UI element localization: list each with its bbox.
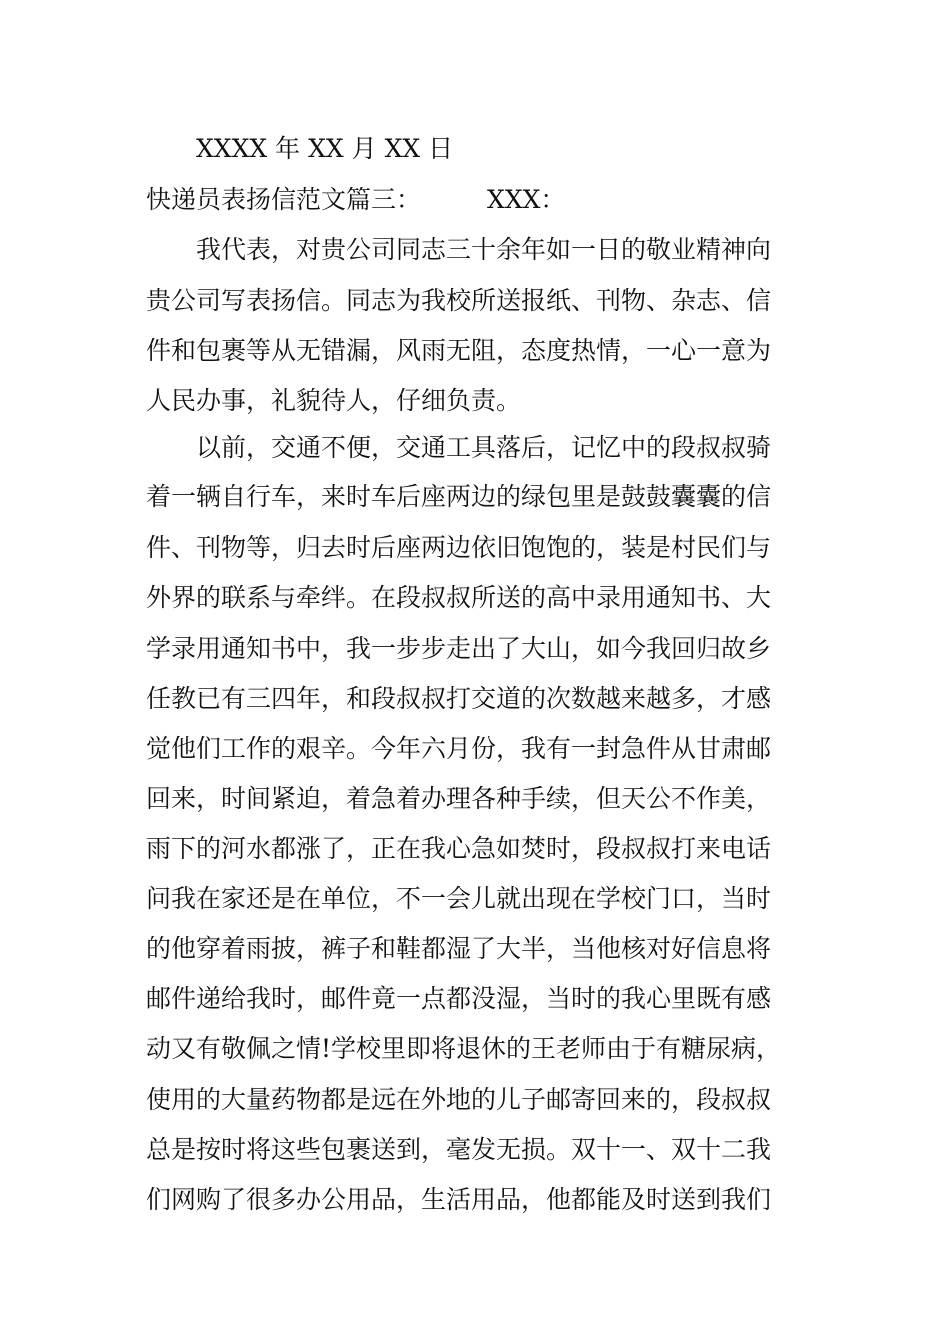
paragraph-2-line: 邮件递给我时，邮件竟一点都没湿，当时的我心里既有感 xyxy=(146,984,772,1013)
paragraph-2-line: 以前，交通不便，交通工具落后，记忆中的段叔叔骑 xyxy=(196,433,772,462)
paragraph-2-line: 觉他们工作的艰辛。今年六月份，我有一封急件从甘肃邮 xyxy=(146,734,772,763)
paragraph-2-line: 任教已有三四年，和段叔叔打交道的次数越来越多，才感 xyxy=(146,684,772,713)
paragraph-2-line: 们网购了很多办公用品，生活用品，他都能及时送到我们 xyxy=(146,1185,772,1214)
paragraph-2-line: 总是按时将这些包裹送到，毫发无损。双十一、双十二我 xyxy=(146,1135,772,1164)
paragraph-1-line: 人民办事，礼貌待人，仔细负责。 xyxy=(146,386,522,415)
paragraph-2-line: 外界的联系与牵绊。在段叔叔所送的高中录用通知书、大 xyxy=(146,583,772,612)
paragraph-2-line: 的他穿着雨披，裤子和鞋都湿了大半，当他核对好信息将 xyxy=(146,934,772,963)
paragraph-2-line: 学录用通知书中，我一步步走出了大山，如今我回归故乡 xyxy=(146,634,772,663)
paragraph-2-line: 件、刊物等，归去时后座两边依旧饱饱的，装是村民们与 xyxy=(146,533,772,562)
paragraph-2-line: 动又有敬佩之情!学校里即将退休的王老师由于有糖尿病， xyxy=(146,1034,782,1063)
paragraph-1-line: 我代表，对贵公司同志三十余年如一日的敬业精神向 xyxy=(196,235,772,264)
letter-heading xyxy=(146,185,565,215)
paragraph-2-line: 问我在家还是在单位，不一会儿就出现在学校门口，当时 xyxy=(146,884,772,913)
paragraph-2-line: 使用的大量药物都是远在外地的儿子邮寄回来的，段叔叔 xyxy=(146,1085,772,1114)
paragraph-2-line: 雨下的河水都涨了，正在我心急如焚时，段叔叔打来电话 xyxy=(146,834,772,863)
paragraph-1-line: 贵公司写表扬信。同志为我校所送报纸、刊物、杂志、信 xyxy=(146,286,772,315)
paragraph-2-line: 着一辆自行车，来时车后座两边的绿包里是鼓鼓囊囊的信 xyxy=(146,482,772,511)
paragraph-2-line: 回来，时间紧迫，着急着办理各种手续，但天公不作美， xyxy=(146,784,772,813)
letter-title: 快递员表扬信范文篇三： xyxy=(146,185,422,214)
paragraph-1-line: 件和包裹等从无错漏，风雨无阻，态度热情，一心一意为 xyxy=(146,336,772,365)
recipient-salutation: XXX： xyxy=(487,185,566,214)
date-line: XXXX 年 XX 月 XX 日 xyxy=(196,134,454,163)
